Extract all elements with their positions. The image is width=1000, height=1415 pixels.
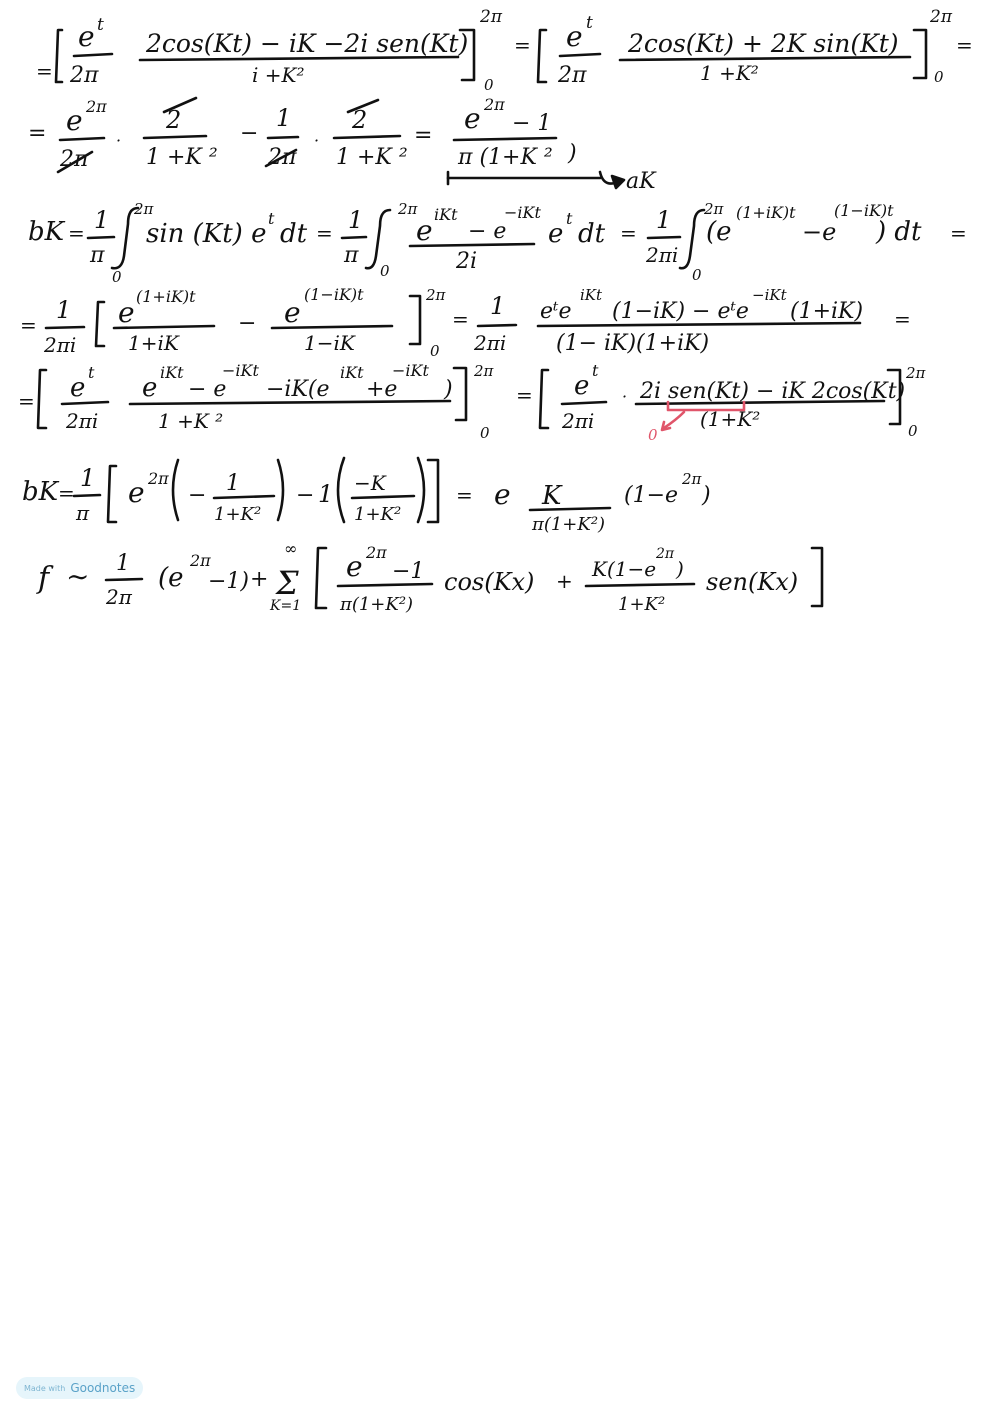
line-4-antiderivative [20, 285, 911, 360]
line-6-bk-result [22, 458, 711, 535]
svg-text:(1+iK)t: (1+iK)t [136, 287, 196, 306]
svg-text:2π: 2π [190, 551, 211, 570]
svg-text:−iK(e: −iK(e [266, 377, 330, 402]
svg-text:−: − [238, 311, 257, 336]
svg-text:−1: −1 [392, 559, 425, 584]
svg-text:K: K [542, 481, 562, 511]
svg-text:e: e [346, 550, 363, 583]
svg-text:2πi: 2πi [646, 243, 679, 267]
svg-text:2π: 2π [398, 200, 418, 218]
svg-text:−: − [296, 483, 315, 508]
svg-text:=: = [452, 307, 469, 331]
svg-text:=: = [18, 389, 35, 413]
svg-text:t: t [268, 209, 275, 228]
svg-text:=: = [516, 383, 533, 407]
svg-text:2π: 2π [148, 469, 169, 488]
svg-text:bK: bK [22, 477, 59, 507]
svg-text:t: t [586, 13, 593, 33]
svg-text:K(1−e: K(1−e [592, 557, 657, 581]
svg-text:1: 1 [94, 206, 110, 234]
svg-text:(e: (e [158, 563, 184, 593]
svg-text:1: 1 [490, 292, 506, 320]
svg-text:2πi: 2πi [66, 409, 99, 433]
svg-text:1: 1 [348, 206, 364, 234]
svg-text:e: e [118, 296, 135, 329]
svg-text:π: π [344, 243, 359, 268]
svg-text:eᵗe: eᵗe [540, 299, 572, 324]
made-with-label: Made with [24, 1383, 66, 1393]
svg-text:e: e [574, 371, 590, 401]
svg-text:2cos(Kt) − iK −2i sen(Kt): 2cos(Kt) − iK −2i sen(Kt) [146, 29, 469, 58]
svg-text:=: = [456, 483, 473, 507]
svg-text:1+K²: 1+K² [214, 504, 262, 525]
svg-text:2π: 2π [366, 543, 387, 562]
svg-text:−e: −e [802, 218, 837, 246]
svg-text:dt: dt [280, 219, 308, 249]
svg-text:1: 1 [276, 104, 292, 132]
svg-text:0: 0 [692, 266, 702, 284]
svg-text:0: 0 [430, 342, 440, 360]
svg-text:1: 1 [80, 464, 96, 492]
svg-text:−iKt: −iKt [392, 361, 429, 380]
svg-text:=: = [414, 123, 433, 148]
svg-text:=: = [58, 481, 75, 505]
svg-text:e: e [142, 373, 158, 403]
svg-text:e: e [66, 104, 83, 137]
svg-text:2π: 2π [134, 200, 154, 218]
svg-text:−iKt: −iKt [752, 286, 787, 304]
svg-text:2π: 2π [704, 200, 724, 218]
goodnotes-badge [16, 1377, 143, 1399]
svg-text:(1+iK)t: (1+iK)t [736, 203, 796, 222]
svg-text:2π: 2π [268, 145, 297, 170]
svg-text:2π: 2π [558, 63, 587, 88]
svg-text:2πi: 2πi [474, 331, 507, 355]
svg-text:0: 0 [112, 268, 122, 286]
svg-text:1 +K²: 1 +K² [700, 61, 759, 85]
svg-text:1−iK: 1−iK [304, 331, 355, 355]
svg-text:sen(Kx): sen(Kx) [706, 568, 799, 596]
svg-text:2i sen(Kt) − iK 2cos(Kt): 2i sen(Kt) − iK 2cos(Kt) [640, 379, 906, 404]
svg-text:2π: 2π [906, 364, 926, 382]
svg-text:1: 1 [56, 296, 72, 324]
svg-text:): ) [444, 377, 453, 402]
svg-text:1 +K ²: 1 +K ² [146, 145, 218, 170]
svg-text:e: e [416, 214, 433, 247]
svg-text:2πi: 2πi [44, 333, 77, 357]
handwritten-derivation [0, 0, 1000, 640]
svg-text:2π: 2π [656, 546, 675, 562]
svg-text:): ) [676, 557, 684, 581]
svg-text:=: = [28, 121, 47, 146]
svg-text:e: e [566, 20, 583, 53]
svg-text:e: e [464, 102, 481, 135]
svg-text:∼: ∼ [66, 560, 90, 593]
svg-text:∞: ∞ [284, 539, 298, 558]
svg-text:=: = [68, 221, 85, 245]
svg-text:): ) [702, 483, 711, 508]
svg-text:− e: − e [468, 219, 507, 244]
svg-text:sin (Kt) e: sin (Kt) e [146, 219, 267, 249]
svg-text:0: 0 [648, 426, 658, 444]
svg-text:(1−iK) − eᵗe: (1−iK) − eᵗe [612, 299, 749, 324]
svg-text:): ) [568, 141, 577, 166]
svg-text:(1−iK)t: (1−iK)t [834, 201, 894, 220]
svg-text:2: 2 [352, 106, 368, 134]
svg-text:+e: +e [366, 377, 398, 402]
svg-text:=: = [36, 59, 53, 83]
svg-text:Σ: Σ [276, 564, 299, 602]
svg-text:0: 0 [484, 76, 494, 94]
svg-text:1: 1 [116, 551, 130, 576]
line-1-integral-evaluation [36, 7, 973, 94]
line-2-simplification [28, 95, 657, 194]
svg-text:=: = [514, 33, 531, 57]
svg-text:t: t [97, 15, 104, 35]
svg-text:1: 1 [226, 471, 240, 496]
svg-text:2π: 2π [480, 7, 502, 27]
svg-text:2π: 2π [484, 95, 505, 114]
svg-text:=: = [894, 307, 911, 331]
svg-text:− e: − e [188, 377, 227, 402]
svg-text:(1− iK)(1+iK): (1− iK)(1+iK) [556, 331, 710, 356]
svg-text:(1+K²: (1+K² [700, 407, 761, 431]
svg-text:1 +K ²: 1 +K ² [336, 145, 408, 170]
svg-text:=: = [20, 313, 37, 337]
svg-text:bK: bK [28, 217, 65, 247]
svg-text:e: e [548, 219, 564, 249]
line-3-bk-definition [28, 200, 967, 286]
svg-text:) dt: ) dt [876, 217, 922, 247]
svg-text:2πi: 2πi [562, 409, 595, 433]
svg-text:=: = [950, 221, 967, 245]
line-5-combined [18, 361, 927, 444]
svg-text:2π: 2π [86, 97, 107, 116]
svg-text:−1): −1) [208, 569, 250, 594]
svg-text:i +K²: i +K² [252, 63, 305, 87]
svg-text:π: π [90, 243, 105, 268]
svg-text:0: 0 [908, 422, 918, 440]
svg-text:2π: 2π [682, 470, 702, 488]
svg-text:e: e [494, 478, 511, 511]
svg-text:=: = [956, 33, 973, 57]
svg-text:(e: (e [706, 217, 732, 247]
svg-text:(1−iK)t: (1−iK)t [304, 285, 364, 304]
svg-text:2π: 2π [70, 63, 99, 88]
svg-text:K=1: K=1 [270, 598, 302, 614]
svg-text:2π: 2π [106, 585, 132, 609]
svg-text:2π: 2π [426, 286, 446, 304]
svg-text:1 +K ²: 1 +K ² [158, 409, 224, 433]
svg-text:π: π [76, 501, 90, 525]
svg-text:2π: 2π [60, 147, 89, 172]
svg-text:0: 0 [480, 424, 490, 442]
line-7-fourier-series [36, 539, 822, 615]
svg-text:e: e [284, 296, 301, 329]
svg-text:e: e [128, 476, 145, 509]
svg-text:f: f [38, 561, 50, 596]
svg-text:(1−e: (1−e [624, 483, 679, 508]
svg-text:1+iK: 1+iK [128, 331, 179, 355]
svg-text:·: · [622, 387, 628, 406]
svg-text:1+K²: 1+K² [354, 504, 402, 525]
svg-text:π(1+K²): π(1+K²) [340, 594, 414, 615]
svg-text:0: 0 [934, 68, 944, 86]
svg-text:(1+iK): (1+iK) [790, 299, 864, 324]
svg-text:aK: aK [626, 169, 656, 194]
svg-text:−: − [188, 483, 207, 508]
svg-text:−iKt: −iKt [222, 361, 259, 380]
svg-text:1+K²: 1+K² [618, 594, 666, 615]
svg-text:iKt: iKt [160, 363, 184, 382]
svg-text:1: 1 [656, 206, 672, 234]
svg-text:t: t [88, 363, 95, 382]
svg-text:−iKt: −iKt [504, 203, 541, 222]
svg-text:− 1: − 1 [512, 111, 552, 136]
svg-text:π(1+K²): π(1+K²) [532, 514, 606, 535]
svg-text:+: + [556, 569, 573, 593]
svg-text:·: · [116, 131, 122, 150]
svg-text:2π: 2π [930, 7, 952, 27]
svg-text:−K: −K [354, 471, 386, 495]
svg-text:+: + [250, 567, 269, 592]
svg-text:t: t [566, 209, 573, 228]
svg-text:iKt: iKt [434, 205, 458, 224]
svg-text:iKt: iKt [580, 286, 603, 304]
svg-text:e: e [70, 373, 86, 403]
svg-text:2cos(Kt) + 2K sin(Kt): 2cos(Kt) + 2K sin(Kt) [628, 29, 899, 58]
svg-text:dt: dt [578, 219, 606, 249]
svg-text:−: − [240, 121, 259, 146]
svg-text:=: = [620, 221, 637, 245]
svg-text:1: 1 [318, 480, 334, 508]
svg-text:2i: 2i [456, 249, 478, 274]
svg-text:t: t [592, 361, 599, 380]
svg-text:π (1+K ²: π (1+K ² [458, 145, 553, 170]
svg-text:cos(Kx): cos(Kx) [444, 568, 535, 596]
svg-text:e: e [78, 20, 95, 53]
svg-text:iKt: iKt [340, 363, 364, 382]
svg-text:0: 0 [380, 262, 390, 280]
svg-text:=: = [316, 221, 333, 245]
svg-text:2π: 2π [474, 362, 494, 380]
svg-text:2: 2 [166, 106, 182, 134]
brand-label: Goodnotes [70, 1381, 136, 1395]
svg-text:·: · [314, 131, 320, 150]
